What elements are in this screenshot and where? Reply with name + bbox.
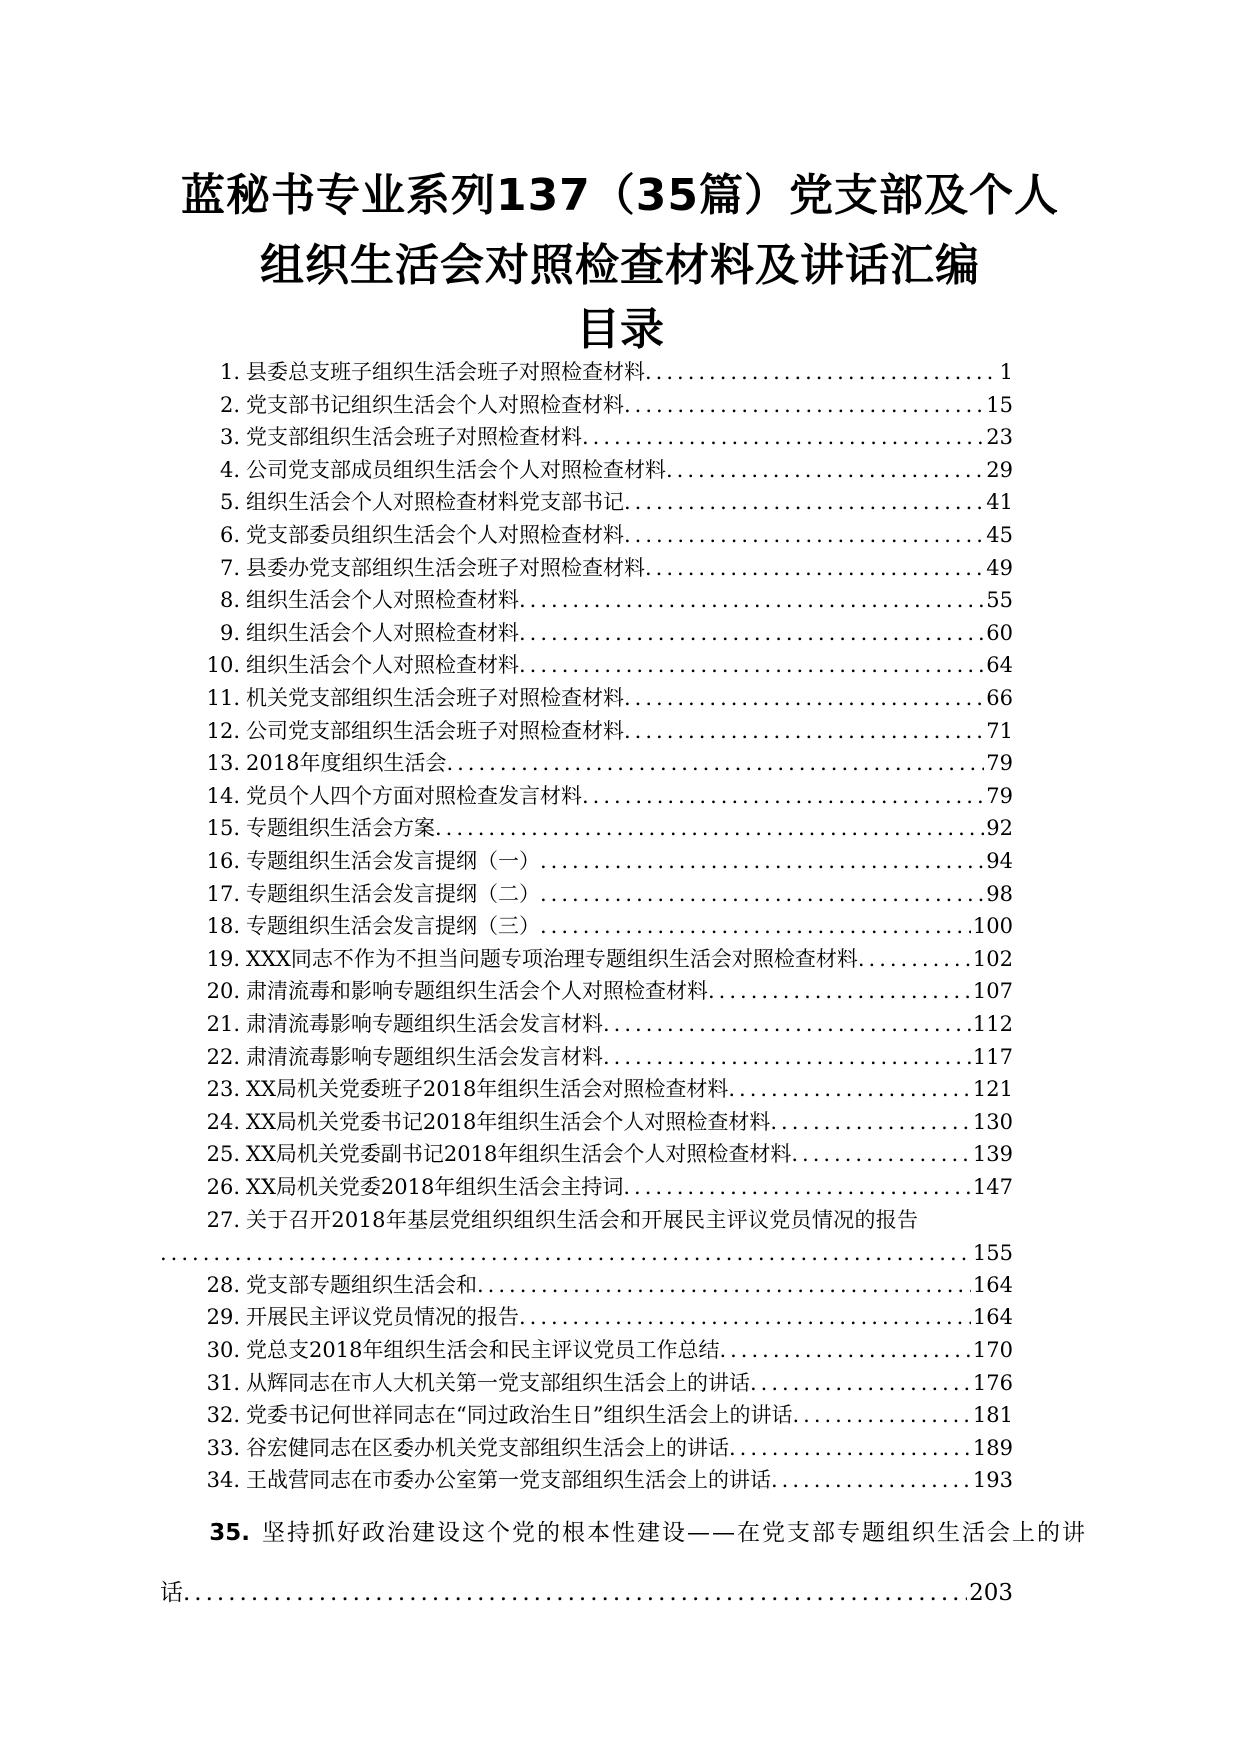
toc-entry-number: 34. bbox=[206, 1468, 240, 1493]
toc-entry[interactable] bbox=[0, 649, 1240, 682]
toc-entry-page: 64 bbox=[986, 653, 1013, 678]
dot-leader bbox=[582, 421, 984, 454]
dot-leader bbox=[792, 1399, 970, 1432]
toc-entry-page: 100 bbox=[972, 914, 1013, 939]
dot-leader bbox=[540, 845, 984, 878]
toc-entry-title: 开展民主评议党员情况的报告 bbox=[246, 1305, 519, 1330]
toc-entry-number: 27. bbox=[206, 1207, 240, 1232]
toc-entry[interactable] bbox=[0, 454, 1240, 487]
toc-entry-page: 112 bbox=[972, 1012, 1013, 1036]
toc-entry[interactable] bbox=[0, 878, 1240, 911]
toc-entry-number: 24. bbox=[206, 1109, 240, 1134]
toc-entry-page: 45 bbox=[986, 523, 1013, 547]
toc-entry-title: 县委总支班子组织生活会班子对照检查材料 bbox=[246, 360, 645, 384]
dot-leader bbox=[160, 1237, 971, 1270]
dot-leader bbox=[770, 1106, 971, 1139]
dot-leader bbox=[519, 584, 984, 617]
toc-entry-number: 11. bbox=[206, 686, 240, 710]
dot-leader bbox=[623, 1171, 971, 1204]
toc-entry-title: 党员个人四个方面对照检查发言材料 bbox=[246, 783, 582, 808]
toc-entry-title: 党支部组织生活会班子对照检查材料 bbox=[246, 425, 582, 450]
toc-entry-page: 130 bbox=[972, 1109, 1013, 1134]
dot-leader bbox=[645, 356, 998, 389]
dot-leader bbox=[624, 715, 984, 748]
toc-entry-number: 5. bbox=[219, 490, 240, 515]
toc-entry-number: 31. bbox=[206, 1370, 240, 1395]
toc-entry[interactable] bbox=[0, 356, 1240, 389]
toc-entry-title: XX局机关党委副书记2018年组织生活会个人对照检查材料 bbox=[246, 1142, 792, 1167]
toc-entry-title: 坚持抓好政治建设这个党的根本性建设——在党支部专题组织生活会上的讲 bbox=[262, 1520, 1087, 1546]
toc-entry-page: 203 bbox=[969, 1580, 1013, 1606]
dot-leader bbox=[750, 1367, 971, 1400]
toc-entry-title: 专题组织生活会发言提纲（三） bbox=[246, 914, 540, 939]
toc-entry-number: 29. bbox=[206, 1305, 240, 1330]
toc-entry-page: 41 bbox=[986, 490, 1013, 515]
toc-entry[interactable] bbox=[0, 845, 1240, 878]
toc-entry-number: 26. bbox=[206, 1175, 240, 1199]
toc-entry[interactable] bbox=[0, 519, 1240, 552]
toc-entry[interactable] bbox=[0, 1301, 1240, 1334]
toc-entry-title: 组织生活会个人对照检查材料 bbox=[246, 588, 519, 613]
toc-entry-page: 164 bbox=[972, 1272, 1013, 1297]
toc-entry-title: 肃清流毒影响专题组织生活会发言材料 bbox=[246, 1012, 603, 1036]
toc-entry-page: 176 bbox=[972, 1370, 1013, 1395]
toc-entry-title: XXX同志不作为不担当问题专项治理专题组织生活会对照检查材料 bbox=[246, 946, 858, 971]
toc-entry[interactable] bbox=[0, 486, 1240, 519]
toc-entry-number: 2. bbox=[219, 392, 240, 417]
toc-entry-title: 党支部委员组织生活会个人对照检查材料 bbox=[246, 523, 624, 547]
toc-entry-page: 189 bbox=[972, 1435, 1013, 1460]
toc-entry[interactable] bbox=[0, 1432, 1240, 1465]
toc-entry[interactable] bbox=[0, 1399, 1240, 1432]
toc-heading: 目录 bbox=[576, 304, 664, 355]
toc-entry-page: 193 bbox=[972, 1468, 1013, 1493]
toc-entry-title: 党委书记何世祥同志在“同过政治生日”组织生活会上的讲话 bbox=[246, 1403, 793, 1428]
toc-entry-title: 机关党支部组织生活会班子对照检查材料 bbox=[246, 686, 624, 710]
toc-entry-number: 18. bbox=[206, 914, 240, 939]
toc-entry-number: 14. bbox=[206, 783, 240, 808]
dot-leader bbox=[540, 910, 971, 943]
toc-entry[interactable] bbox=[0, 1334, 1240, 1367]
toc-entry[interactable] bbox=[0, 1008, 1240, 1041]
toc-entry-page: 60 bbox=[986, 620, 1013, 645]
dot-leader bbox=[624, 389, 984, 422]
toc-entry-number: 22. bbox=[206, 1044, 240, 1069]
toc-entry-page: 164 bbox=[972, 1305, 1013, 1330]
toc-entry-title: 肃清流毒和影响专题组织生活会个人对照检查材料 bbox=[246, 979, 708, 1004]
dot-leader bbox=[519, 617, 984, 650]
toc-entry-number: 21. bbox=[206, 1012, 240, 1036]
dot-leader bbox=[728, 1073, 971, 1106]
toc-entry-page: 92 bbox=[986, 816, 1013, 841]
toc-entry[interactable] bbox=[0, 1464, 1240, 1497]
toc-entry[interactable] bbox=[0, 1041, 1240, 1074]
toc-entry-page: 23 bbox=[986, 425, 1013, 450]
toc-entry-title: 谷宏健同志在区委办机关党支部组织生活会上的讲话 bbox=[246, 1435, 729, 1460]
toc-entry-title-continued: 话 bbox=[160, 1580, 183, 1606]
toc-entry[interactable] bbox=[0, 552, 1240, 585]
toc-entry-number: 7. bbox=[219, 555, 240, 580]
toc-entry[interactable] bbox=[0, 1367, 1240, 1400]
toc-entry-number: 17. bbox=[206, 881, 240, 906]
toc-entry-page: 94 bbox=[986, 849, 1013, 873]
toc-entry[interactable] bbox=[0, 747, 1240, 780]
toc-entry-title: XX局机关党委班子2018年组织生活会对照检查材料 bbox=[246, 1077, 729, 1102]
toc-entry-number: 28. bbox=[206, 1272, 240, 1297]
toc-entry-page: 71 bbox=[986, 718, 1013, 743]
toc-entry[interactable] bbox=[0, 812, 1240, 845]
toc-entry-page: 102 bbox=[972, 946, 1013, 971]
dot-leader bbox=[624, 519, 984, 552]
toc-entry[interactable] bbox=[0, 1073, 1240, 1106]
toc-entry[interactable] bbox=[0, 617, 1240, 650]
toc-entry-title: 王战营同志在市委办公室第一党支部组织生活会上的讲话 bbox=[246, 1468, 771, 1493]
toc-entry-page: 170 bbox=[972, 1338, 1013, 1362]
toc-entry[interactable] bbox=[0, 780, 1240, 813]
dot-leader bbox=[519, 1301, 971, 1334]
toc-entry-number: 33. bbox=[206, 1435, 240, 1460]
toc-entry-page: 117 bbox=[972, 1044, 1013, 1069]
toc-entry-number: 3. bbox=[219, 425, 240, 450]
toc-entry[interactable] bbox=[0, 910, 1240, 943]
toc-entry-page: 49 bbox=[986, 555, 1013, 580]
toc-entry-page: 147 bbox=[972, 1175, 1013, 1199]
toc-entry-number: 35. bbox=[209, 1520, 250, 1546]
toc-entry[interactable] bbox=[0, 1517, 1240, 1606]
toc-entry[interactable] bbox=[0, 1171, 1240, 1204]
toc-entry-title: 专题组织生活会发言提纲（二） bbox=[246, 881, 540, 906]
toc-entry-number: 15. bbox=[206, 816, 240, 841]
dot-leader bbox=[603, 1008, 971, 1041]
toc-entry-page: 55 bbox=[986, 588, 1013, 613]
toc-entry-title: 组织生活会个人对照检查材料党支部书记 bbox=[246, 490, 624, 515]
toc-entry-number: 23. bbox=[206, 1077, 240, 1102]
toc-entry-page: 107 bbox=[972, 979, 1013, 1004]
dot-leader bbox=[183, 1577, 967, 1610]
dot-leader bbox=[624, 486, 984, 519]
toc-entry-number: 8. bbox=[219, 588, 240, 613]
toc-entry-title: 专题组织生活会方案 bbox=[246, 816, 435, 841]
toc-entry-page: 66 bbox=[986, 686, 1013, 710]
dot-leader bbox=[791, 1138, 971, 1171]
toc-entry[interactable] bbox=[0, 584, 1240, 617]
toc-entry[interactable] bbox=[0, 1138, 1240, 1171]
toc-entry-title: 关于召开2018年基层党组织组织生活会和开展民主评议党员情况的报告 bbox=[246, 1207, 919, 1232]
toc-entry-page: 155 bbox=[972, 1240, 1013, 1265]
toc-entry[interactable] bbox=[0, 682, 1240, 715]
toc-entry-page: 79 bbox=[986, 751, 1013, 776]
dot-leader bbox=[519, 649, 984, 682]
toc-entry-title: XX局机关党委书记2018年组织生活会个人对照检查材料 bbox=[246, 1109, 771, 1134]
toc-entry-title: 从辉同志在市人大机关第一党支部组织生活会上的讲话 bbox=[246, 1370, 750, 1395]
toc-entry-page: 98 bbox=[986, 881, 1013, 906]
toc-entry-page: 181 bbox=[972, 1403, 1013, 1428]
toc-entry-number: 30. bbox=[206, 1338, 240, 1362]
toc-entry-number: 1. bbox=[219, 360, 240, 384]
toc-entry-page: 79 bbox=[986, 783, 1013, 808]
toc-entry-number: 6. bbox=[219, 523, 240, 547]
toc-entry-title: 专题组织生活会发言提纲（一） bbox=[246, 849, 540, 873]
dot-leader bbox=[666, 454, 984, 487]
dot-leader bbox=[582, 780, 984, 813]
toc-entry-number: 4. bbox=[219, 457, 240, 482]
toc-entry-page: 29 bbox=[986, 457, 1013, 482]
dot-leader bbox=[858, 943, 971, 976]
toc-entry-title: 党支部书记组织生活会个人对照检查材料 bbox=[246, 392, 624, 417]
dot-leader bbox=[624, 682, 984, 715]
toc-entry-page: 139 bbox=[972, 1142, 1013, 1167]
toc-entry-page: 1 bbox=[999, 360, 1013, 384]
toc-entry-title: 组织生活会个人对照检查材料 bbox=[246, 653, 519, 678]
toc-entry-number: 13. bbox=[206, 751, 240, 776]
document-title-line-2: 组织生活会对照检查材料及讲话汇编 bbox=[260, 240, 980, 291]
document-title-line-1: 蓝秘书专业系列137（35篇）党支部及个人 bbox=[180, 170, 1060, 221]
toc-entry-number: 25. bbox=[206, 1142, 240, 1167]
toc-entry-title: 党支部专题组织生活会和 bbox=[246, 1272, 477, 1297]
dot-leader bbox=[645, 552, 984, 585]
dot-leader bbox=[729, 1432, 971, 1465]
dot-leader bbox=[446, 747, 984, 780]
toc-entry-number: 19. bbox=[206, 946, 240, 971]
dot-leader bbox=[771, 1464, 971, 1497]
toc-entry[interactable] bbox=[0, 1269, 1240, 1302]
toc-entry[interactable] bbox=[0, 1106, 1240, 1139]
toc-entry-number: 10. bbox=[206, 653, 240, 678]
toc-entry-number: 16. bbox=[206, 849, 240, 873]
toc-entry-title: 公司党支部组织生活会班子对照检查材料 bbox=[246, 718, 624, 743]
dot-leader bbox=[540, 878, 984, 911]
toc-entry[interactable] bbox=[0, 715, 1240, 748]
toc-entry-title: 县委办党支部组织生活会班子对照检查材料 bbox=[246, 555, 645, 580]
toc-entry-title: 公司党支部成员组织生活会个人对照检查材料 bbox=[246, 457, 666, 482]
toc-entry[interactable] bbox=[0, 1204, 1240, 1265]
dot-leader bbox=[603, 1041, 971, 1074]
toc-entry[interactable] bbox=[0, 389, 1240, 422]
toc-entry[interactable] bbox=[0, 975, 1240, 1008]
toc-entry-title: 肃清流毒影响专题组织生活会发言材料 bbox=[246, 1044, 603, 1069]
toc-entry-number: 9. bbox=[219, 620, 240, 645]
toc-entry-title: XX局机关党委2018年组织生活会主持词 bbox=[246, 1175, 624, 1199]
toc-entry-title: 2018年度组织生活会 bbox=[246, 751, 447, 776]
toc-entry-page: 121 bbox=[972, 1077, 1013, 1102]
toc-entry[interactable] bbox=[0, 421, 1240, 454]
toc-entry[interactable] bbox=[0, 943, 1240, 976]
toc-entry-title: 组织生活会个人对照检查材料 bbox=[246, 620, 519, 645]
dot-leader bbox=[719, 1334, 970, 1367]
toc-entry-number: 12. bbox=[206, 718, 240, 743]
dot-leader bbox=[477, 1269, 971, 1302]
toc-entry-number: 20. bbox=[206, 979, 240, 1004]
toc-entry-title: 党总支2018年组织生活会和民主评议党员工作总结 bbox=[246, 1338, 720, 1362]
toc-entry-number: 32. bbox=[206, 1403, 240, 1428]
dot-leader bbox=[435, 812, 984, 845]
dot-leader bbox=[708, 975, 971, 1008]
toc-entry-page: 15 bbox=[986, 392, 1013, 417]
